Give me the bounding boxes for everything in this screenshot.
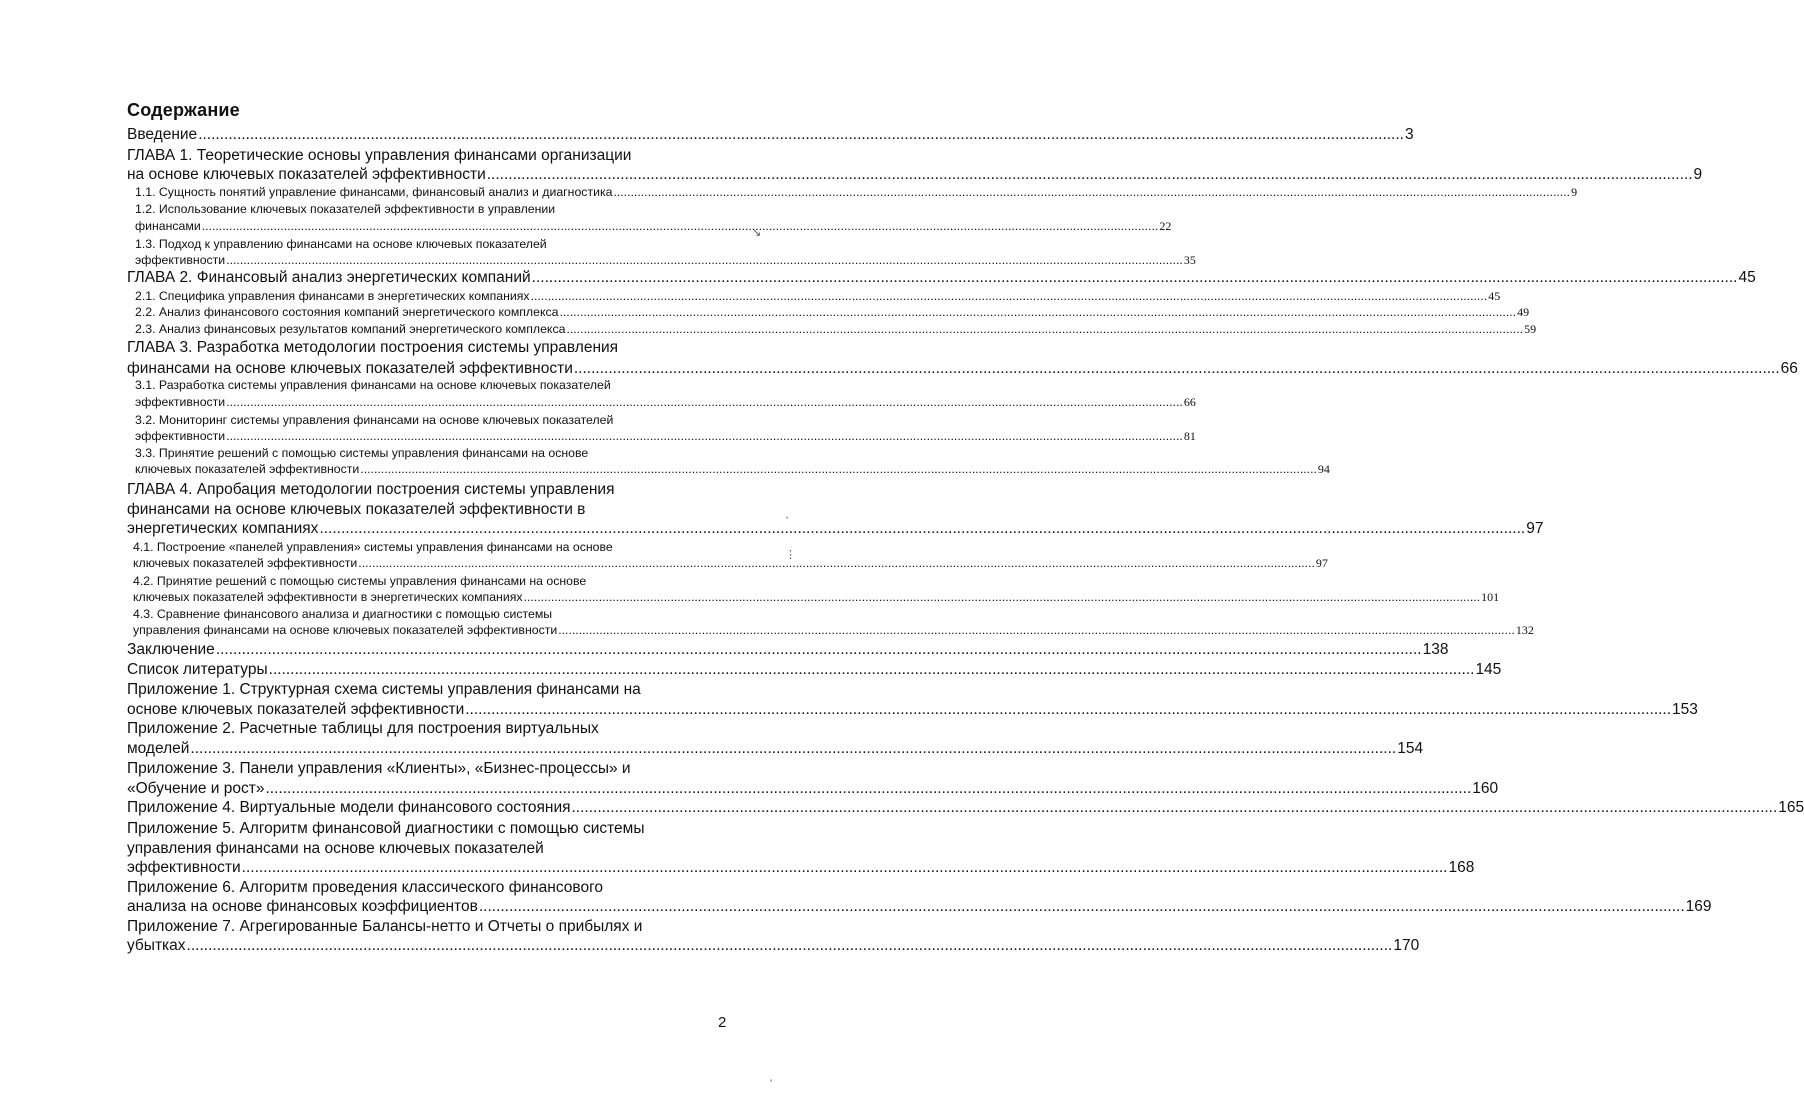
toc-entry-text: финансами на основе ключевых показателей эффективности в (127, 501, 586, 518)
toc-page-number: 132 (1515, 623, 1534, 637)
toc-entry-text: ключевых показателей эффективности в энергетических компаниях (133, 590, 523, 604)
dot-leader (532, 269, 1738, 287)
toc-entry-text: «Обучение и рост» (127, 780, 265, 797)
toc-entry-text: ГЛАВА 2. Финансовый анализ энергетических компаний (127, 269, 531, 286)
toc-entry-line (127, 740, 1424, 758)
toc-page-number: 3 (1404, 126, 1414, 143)
toc-entry-line (127, 166, 1703, 184)
toc-entry-text: основе ключевых показателей эффективности (127, 701, 465, 718)
toc-page-number: 81 (1183, 429, 1196, 443)
toc-entry-text: 3.2. Мониторинг системы управления финансами на основе ключевых показателей (135, 413, 614, 427)
toc-entry-line (127, 701, 1698, 719)
dot-leader (358, 556, 1315, 570)
toc-page-number: 9 (1571, 185, 1578, 199)
toc-entry-text: эффективности (135, 395, 226, 409)
scan-mark: ⋮ (785, 549, 796, 561)
toc-page-number: 97 (1526, 520, 1544, 537)
toc-entry-line (127, 898, 1712, 916)
toc-entry-text: ГЛАВА 4. Апробация методологии построения системы управления (127, 481, 615, 498)
toc-entry-line (127, 820, 731, 838)
dot-leader (216, 641, 1422, 659)
toc-entry-line (135, 322, 1537, 337)
dot-leader (479, 898, 1685, 916)
toc-page-number: 45 (1488, 289, 1501, 303)
toc-entry-line (127, 339, 734, 357)
toc-page-number: 97 (1315, 556, 1328, 570)
toc-entry-line (127, 126, 1414, 144)
toc-entry-text: управления финансами на основе ключевых показателей (127, 840, 544, 857)
dot-leader (202, 219, 1159, 233)
toc-entry-text: Приложение 3. Панели управления «Клиенты», «Бизнес-процессы» и (127, 760, 631, 777)
toc-entry-text: эффективности (135, 253, 226, 267)
dot-leader (187, 937, 1393, 955)
toc-entry-line (127, 520, 1544, 538)
toc-entry-text: 4.3. Сравнение финансового анализа и диагностики с помощью системы (133, 607, 553, 621)
toc-entry-text: ключевых показателей эффективности (133, 556, 358, 570)
toc-entry-text: Приложение 1. Структурная схема системы управления финансами на (127, 681, 641, 698)
toc-entry-line (135, 237, 731, 251)
scan-mark: ↘ (752, 227, 762, 239)
toc-entry-line (135, 413, 731, 427)
toc-entry-line (135, 462, 1330, 477)
toc-page-number: 153 (1672, 701, 1698, 718)
toc-page-number: 35 (1183, 253, 1196, 267)
toc-entry-text: финансами на основе ключевых показателей эффективности (127, 360, 573, 377)
toc-entry-text: энергетических компаниях (127, 520, 319, 537)
toc-entry-line (133, 556, 1328, 571)
dot-leader (190, 740, 1396, 758)
dot-leader (465, 701, 1671, 719)
toc-page-number: 9 (1693, 166, 1703, 183)
toc-page-number: 101 (1481, 590, 1500, 604)
toc-entry-text: Приложение 2. Расчетные таблицы для построения виртуальных (127, 720, 599, 737)
dot-leader (574, 360, 1780, 378)
toc-entry-line (135, 253, 1196, 268)
toc-entry-text: Приложение 4. Виртуальные модели финансового состояния (127, 799, 571, 816)
toc-page-number: 160 (1472, 780, 1499, 797)
toc-entry-line (127, 879, 731, 897)
toc-entry-line (135, 289, 1501, 304)
toc-entry-text: убытках (127, 937, 186, 954)
dot-leader (566, 322, 1523, 336)
toc-entry-line (135, 378, 731, 392)
toc-entry-text: на основе ключевых показателей эффективности (127, 166, 486, 183)
toc-entry-text: Приложение 7. Агрегированные Балансы-нетто и Отчеты о прибылях и (127, 918, 643, 935)
toc-page-number: 66 (1780, 360, 1798, 377)
toc-entry-line (127, 641, 1449, 659)
toc-entry-line (133, 623, 1534, 638)
toc-entry-text: 2.3. Анализ финансовых результатов компаний энергетического комплекса (135, 322, 566, 336)
toc-page-number: 59 (1524, 322, 1537, 336)
toc-entry-text: управления финансами на основе ключевых показателей эффективности (133, 623, 558, 637)
toc-page-number: 94 (1317, 462, 1330, 476)
toc-entry-line (127, 720, 731, 738)
dot-leader (265, 780, 1471, 798)
toc-entry-text: финансами (135, 219, 201, 233)
toc-entry-line (127, 269, 1756, 287)
toc-entry-line (127, 937, 1420, 955)
toc-entry-text: 1.3. Подход к управлению финансами на основе ключевых показателей (135, 237, 547, 251)
dot-leader (572, 799, 1778, 817)
toc-entry-line (127, 681, 731, 699)
toc-page-number: 154 (1397, 740, 1424, 757)
toc-entry-line (127, 147, 731, 165)
toc-entry-line (135, 185, 1578, 200)
toc-entry-text: ключевых показателей эффективности (135, 462, 360, 476)
toc-entry-line (135, 219, 1172, 234)
scan-mark: ' (770, 1078, 773, 1090)
dot-leader (226, 429, 1183, 443)
toc-entry-text: анализа на основе финансовых коэффициентов (127, 898, 478, 915)
toc-entry-text: Заключение (127, 641, 215, 658)
page-number: 2 (718, 1014, 727, 1031)
toc-entry-text: Приложение 5. Алгоритм финансовой диагностики с помощью системы (127, 820, 645, 837)
toc-entry-line (127, 859, 1475, 877)
dot-leader (613, 185, 1570, 199)
toc-page-number: 22 (1159, 219, 1172, 233)
scan-mark: ' (786, 515, 789, 527)
dot-leader (198, 126, 1404, 144)
dot-leader (487, 166, 1693, 184)
toc-entry-line (127, 799, 1804, 817)
toc-entry-line (133, 574, 731, 588)
toc-entry-line (135, 429, 1196, 444)
dot-leader (242, 859, 1448, 877)
toc-entry-text: 1.1. Сущность понятий управление финансами, финансовый анализ и диагностика (135, 185, 613, 199)
toc-entry-text: 4.1. Построение «панелей управления» системы управления финансами на основе (133, 540, 613, 554)
toc-page-number: 49 (1517, 305, 1530, 319)
toc-page-number: 170 (1393, 937, 1420, 954)
dot-leader (559, 305, 1516, 319)
toc-entry-text: 3.3. Принятие решений с помощью системы управления финансами на основе (135, 446, 589, 460)
toc-entry-text: эффективности (135, 429, 226, 443)
toc-entry-text: Список литературы (127, 661, 268, 678)
toc-page-number: 145 (1475, 661, 1502, 678)
toc-entry-line (127, 780, 1499, 798)
toc-entry-text: моделей (127, 740, 190, 757)
toc-entry-line (127, 760, 731, 778)
dot-leader (226, 395, 1183, 409)
toc-entry-line (127, 840, 731, 858)
toc-entry-line (127, 918, 731, 936)
toc-entry-line (133, 590, 1500, 605)
toc-page-number: 66 (1183, 395, 1196, 409)
toc-page-number: 165 (1778, 799, 1804, 816)
toc-title: Содержание (127, 100, 240, 120)
toc-entry-line (135, 395, 1196, 410)
dot-leader (531, 289, 1488, 303)
toc-page-number: 138 (1422, 641, 1449, 658)
toc-entry-text: 4.2. Принятие решений с помощью системы управления финансами на основе (133, 574, 587, 588)
dot-leader (360, 462, 1317, 476)
toc-entry-text: Приложение 6. Алгоритм проведения классического финансового (127, 879, 604, 896)
dot-leader (226, 253, 1183, 267)
toc-page-number: 168 (1448, 859, 1475, 876)
toc-entry-text: 1.2. Использование ключевых показателей эффективности в управлении (135, 202, 556, 216)
toc-entry-text: ГЛАВА 1. Теоретические основы управления финансами организации (127, 147, 632, 164)
toc-entry-line (135, 446, 731, 460)
toc-entry-text: эффективности (127, 859, 241, 876)
toc-page-number: 45 (1738, 269, 1756, 286)
toc-entry-line (135, 202, 731, 216)
dot-leader (319, 520, 1525, 538)
toc-entry-text: 2.1. Специфика управления финансами в энергетических компаниях (135, 289, 530, 303)
toc-entry-line (135, 305, 1530, 320)
dot-leader (269, 661, 1475, 679)
toc-entry-text: ГЛАВА 3. Разработка методологии построения системы управления (127, 339, 619, 356)
toc-entry-text: 2.2. Анализ финансового состояния компаний энергетического комплекса (135, 305, 559, 319)
toc-page-number: 169 (1685, 898, 1712, 915)
toc-entry-text: 3.1. Разработка системы управления финансами на основе ключевых показателей (135, 378, 611, 392)
toc-entry-line (133, 540, 731, 554)
dot-leader (558, 623, 1515, 637)
toc-entry-line (127, 661, 1502, 679)
toc-entry-line (127, 481, 731, 499)
toc-entry-line (127, 360, 1798, 378)
toc-entry-text: Введение (127, 126, 198, 143)
dot-leader (524, 590, 1481, 604)
toc-entry-line (127, 501, 731, 519)
toc-entry-line (133, 607, 731, 621)
